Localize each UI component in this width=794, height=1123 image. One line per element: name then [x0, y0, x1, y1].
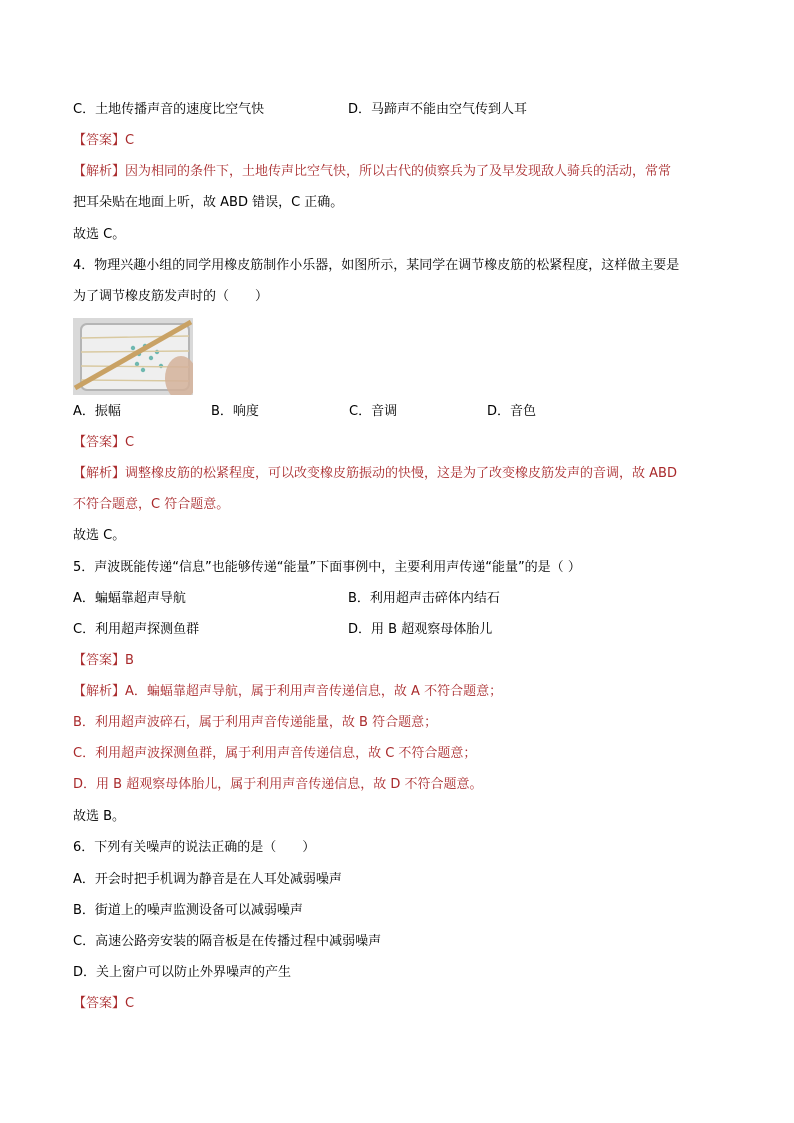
q5-analysis-line-1: [73, 683, 502, 701]
q4-stem-line-2: 为了调节橡皮筋发声时的（ ）: [73, 289, 269, 304]
q6-answer: 【答案】C: [73, 996, 135, 1011]
q3-option-c: C．土地传播声音的速度比空气快: [73, 102, 265, 117]
analysis-text: A．蝙蝠靠超声导航，属于利用声音传递信息，故 A 不符合题意；: [125, 684, 503, 699]
analysis-text: 因为相同的条件下，土地传声比空气快，所以古代的侦察兵为了及早发现敌人骑兵的活动，常常: [125, 164, 672, 179]
q5-conclusion: 故选 B。: [73, 809, 126, 824]
q5-option-b: B．利用超声击碎体内结石: [348, 591, 500, 606]
analysis-text: 调整橡皮筋的松紧程度，可以改变橡皮筋振动的快慢，这是为了改变橡皮筋发声的音调，故 ABD: [125, 466, 677, 481]
q5-analysis-line-4: D．用 B 超观察母体胎儿，属于利用声音传递信息，故 D 不符合题意。: [73, 777, 483, 792]
q5-stem: 5．声波既能传递“信息”也能够传递“能量”下面事例中，主要利用声传递“能量”的是（ ）: [73, 560, 581, 575]
q6-option-c: C．高速公路旁安装的隔音板是在传播过程中减弱噪声: [73, 934, 382, 949]
analysis-label: 【解析】: [73, 684, 126, 699]
q4-analysis-line-2: 不符合题意，C 符合题意。: [73, 497, 230, 512]
q4-option-a: A．振幅: [73, 404, 121, 419]
q5-answer: 【答案】B: [73, 653, 134, 668]
q6-option-a: A．开会时把手机调为静音是在人耳处减弱噪声: [73, 872, 342, 887]
rubber-band-instrument-photo: [73, 318, 193, 395]
q3-option-d: D．马蹄声不能由空气传到人耳: [348, 102, 528, 117]
q4-conclusion: 故选 C。: [73, 528, 126, 543]
q5-analysis-line-3: C．利用超声波探测鱼群，属于利用声音传递信息，故 C 不符合题意；: [73, 746, 477, 761]
q4-stem-line-1: 4．物理兴趣小组的同学用橡皮筋制作小乐器，如图所示，某同学在调节橡皮筋的松紧程度，这样做主要是: [73, 258, 680, 273]
q5-option-d: D．用 B 超观察母体胎儿: [348, 622, 493, 637]
q5-option-a: A．蝙蝠靠超声导航: [73, 591, 186, 606]
q5-analysis-line-2: B．利用超声波碎石，属于利用声音传递能量，故 B 符合题意；: [73, 715, 438, 730]
q4-option-b: B．响度: [211, 404, 259, 419]
q4-answer: 【答案】C: [73, 435, 135, 450]
q6-option-d: D．关上窗户可以防止外界噪声的产生: [73, 965, 292, 980]
q6-option-b: B．街道上的噪声监测设备可以减弱噪声: [73, 903, 303, 918]
q3-answer: 【答案】C: [73, 133, 135, 148]
q6-stem: 6．下列有关噪声的说法正确的是（ ）: [73, 840, 316, 855]
q4-analysis-line-1: [73, 465, 677, 483]
q3-analysis-line-1: [73, 163, 671, 181]
q3-analysis-line-2: 把耳朵贴在地面上听，故 ABD 错误，C 正确。: [73, 195, 344, 210]
rubber-band-instrument-illustration: [73, 318, 193, 395]
q5-option-c: C．利用超声探测鱼群: [73, 622, 200, 637]
q4-option-c: C．音调: [349, 404, 398, 419]
q3-conclusion: 故选 C。: [73, 227, 126, 242]
analysis-label: 【解析】: [73, 466, 126, 481]
q4-option-d: D．音色: [487, 404, 537, 419]
analysis-label: 【解析】: [73, 164, 126, 179]
